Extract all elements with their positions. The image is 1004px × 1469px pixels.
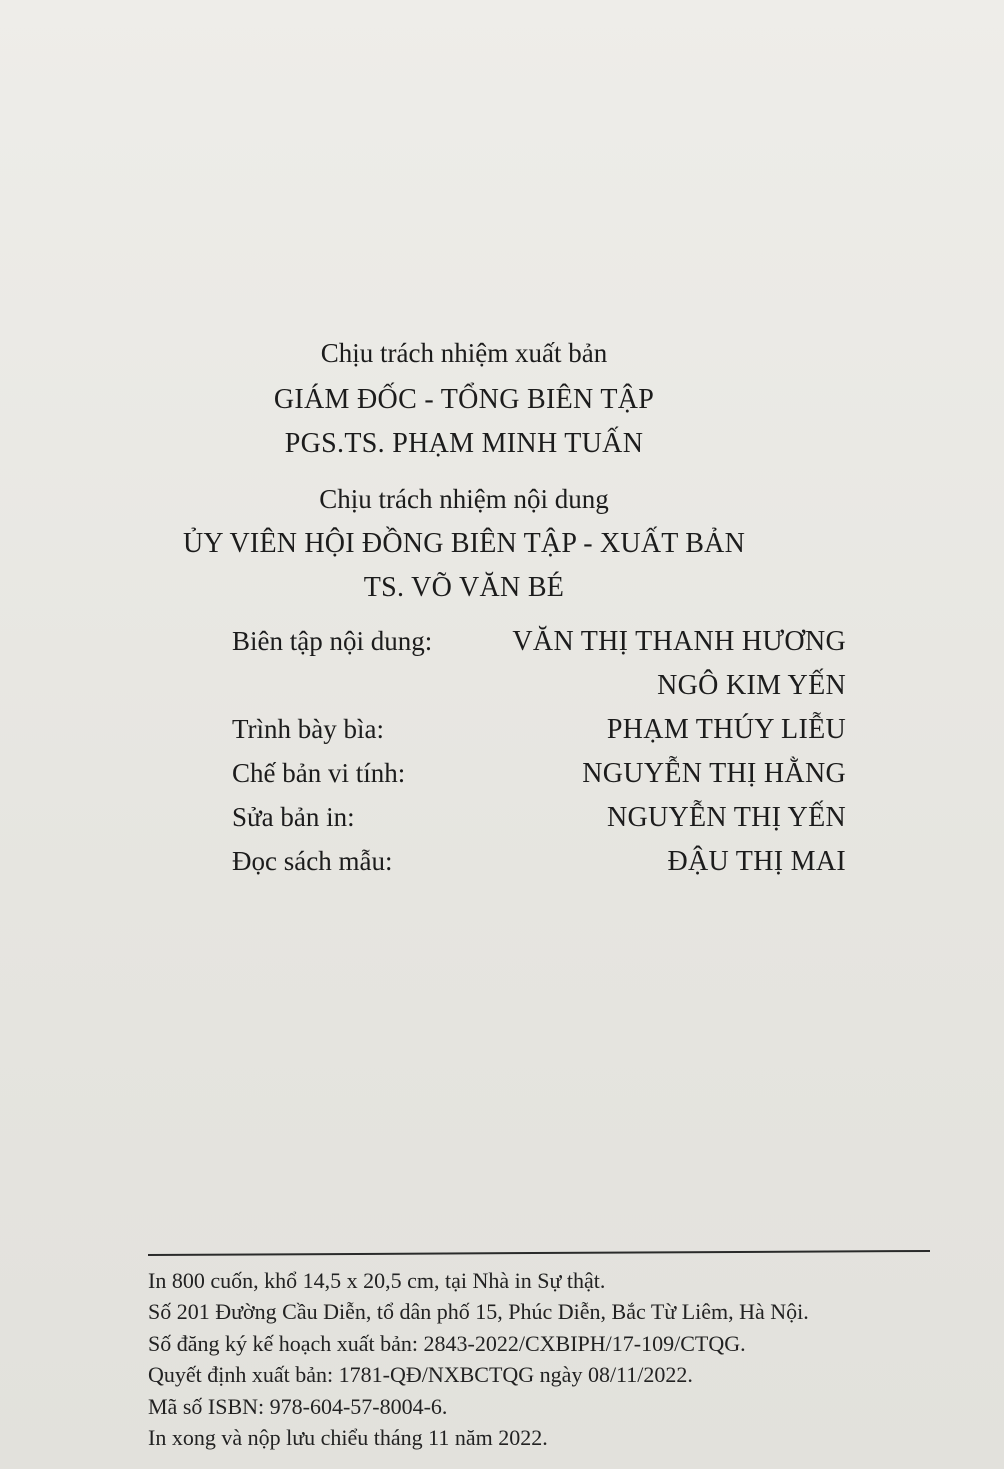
content-editor-name-1: VĂN THỊ THANH HƯƠNG [512,626,846,657]
cover-design-label: Trình bày bìa: [232,714,385,744]
publishing-responsibility-name: PGS.TS. PHẠM MINH TUẤN [284,428,644,459]
publishing-responsibility-title: GIÁM ĐỐC - TỔNG BIÊN TẬP [273,384,655,415]
imprint-divider [148,1250,930,1256]
imprint-print-run: In 800 cuốn, khổ 14,5 x 20,5 cm, tại Nhà in Sự thật. [148,1268,606,1293]
proofreading-label: Sửa bản in: [232,802,355,832]
content-responsibility-title: ỦY VIÊN HỘI ĐỒNG BIÊN TẬP - XUẤT BẢN [183,528,745,559]
content-editor-name-2: NGÔ KIM YẾN [657,670,846,701]
content-responsibility-name: TS. VÕ VĂN BÉ [363,572,565,603]
content-responsibility-label: Chịu trách nhiệm nội dung [319,484,609,514]
proofreading-name: NGUYỄN THỊ YẾN [606,802,846,833]
cover-design-name: PHẠM THÚY LIỄU [606,714,846,745]
imprint-address: Số 201 Đường Cầu Diễn, tổ dân phố 15, Phúc Diễn, Bắc Từ Liêm, Hà Nội. [148,1299,809,1324]
imprint-registration: Số đăng ký kế hoạch xuất bản: 2843-2022/CXBIPH/17-109/CTQG. [148,1331,746,1356]
imprint-deposit: In xong và nộp lưu chiểu tháng 11 năm 2022. [148,1425,548,1450]
content-editor-label: Biên tập nội dung: [232,626,433,656]
publishing-responsibility-label: Chịu trách nhiệm xuất bản [320,338,608,368]
sample-reader-name: ĐẬU THỊ MAI [667,846,846,877]
imprint-isbn: Mã số ISBN: 978-604-57-8004-6. [148,1394,448,1419]
typesetting-label: Chế bản vi tính: [232,758,406,788]
typesetting-name: NGUYỄN THỊ HẰNG [582,758,846,789]
sample-reader-label: Đọc sách mẫu: [232,846,393,876]
imprint-decision: Quyết định xuất bản: 1781-QĐ/NXBCTQG ngày 08/11/2022. [148,1362,693,1387]
